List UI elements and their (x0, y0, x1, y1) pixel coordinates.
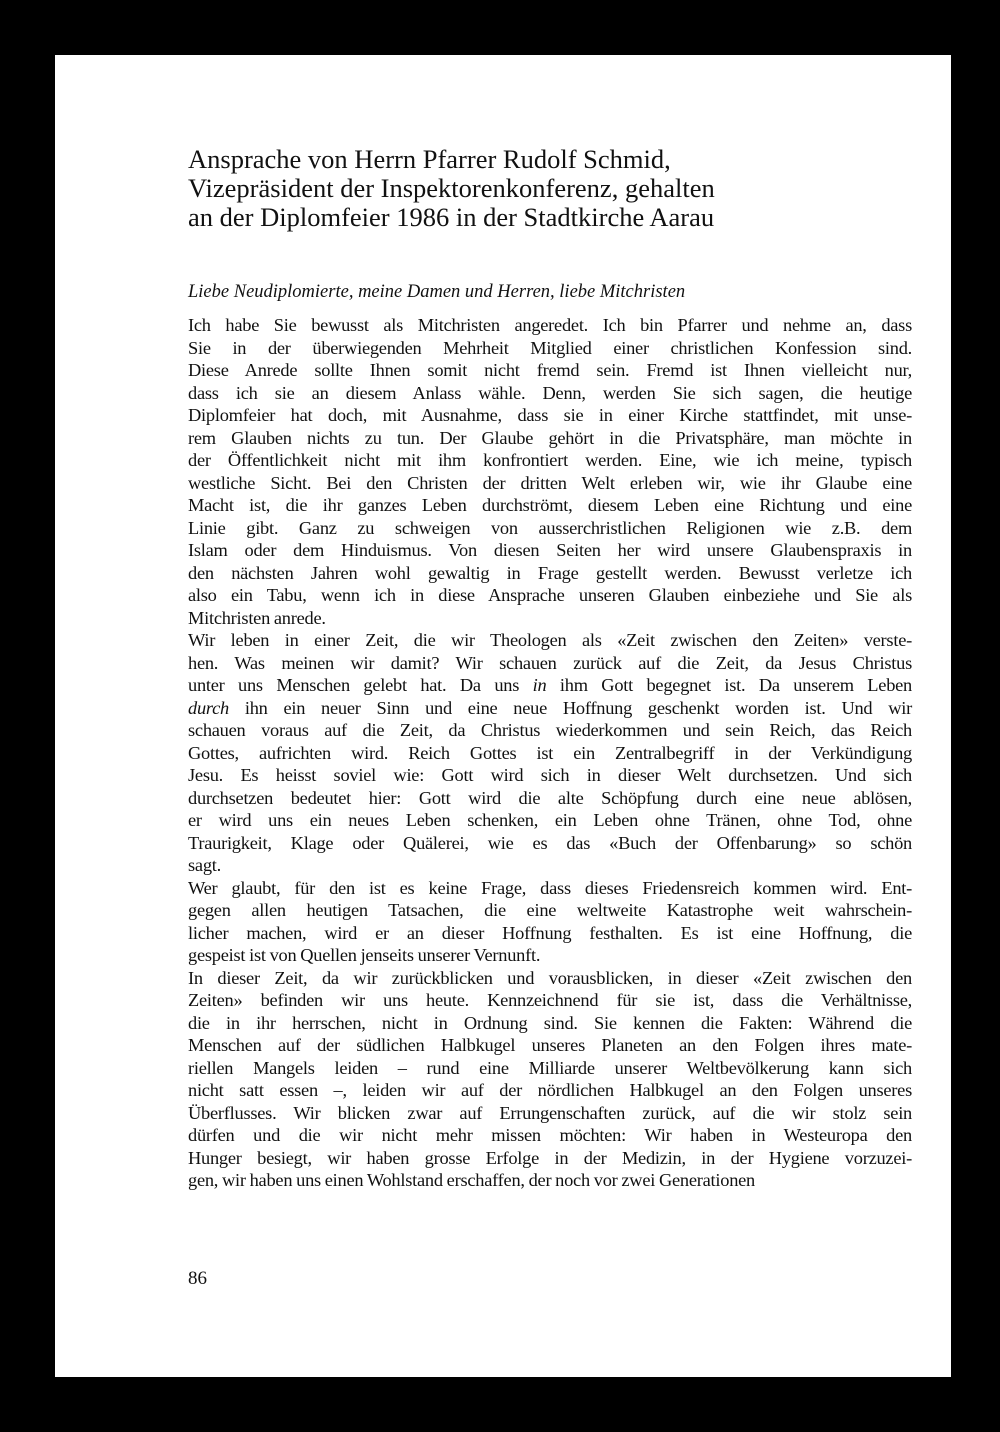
text-line: also ein Tabu, wenn ich in diese Ansprache unseren Glauben einbeziehe und Sie als (188, 585, 912, 605)
text-line: er wird uns ein neues Leben schenken, ein Leben ohne Tränen, ohne Tod, ohne (188, 810, 912, 830)
title-line: Ansprache von Herrn Pfarrer Rudolf Schmid, (188, 144, 671, 174)
text-line: den nächsten Jahren wohl gewaltig in Frage gestellt werden. Bewusst verletze ich (188, 562, 912, 583)
text-line: nicht satt essen –, leiden wir auf der nördlichen Halbkugel an den Folgen unseres (188, 1080, 912, 1100)
italic-emphasis: durch (188, 697, 229, 718)
text-line: Islam oder dem Hinduismus. Von diesen Seiten her wird unsere Glaubenspraxis in (188, 540, 912, 560)
text-line: sagt. (188, 855, 221, 875)
text-line: In dieser Zeit, da wir zurückblicken und vorausblicken, in dieser «Zeit zwischen den (188, 967, 912, 988)
text-line: Wir leben in einer Zeit, die wir Theologen als «Zeit zwischen den Zeiten» verste- (188, 630, 912, 650)
text-line: licher machen, wird er an dieser Hoffnung festhalten. Es ist eine Hoffnung, die (188, 922, 912, 943)
text-line: Menschen auf der südlichen Halbkugel unseres Planeten an den Folgen ihres mate- (188, 1035, 912, 1055)
text-line: dürfen und die wir nicht mehr missen möchten: Wir haben in Westeuropa den (188, 1125, 912, 1145)
text-line: Diplomfeier hat doch, mit Ausnahme, dass sie in einer Kirche stattfindet, mit unse- (188, 405, 912, 425)
text-line: Linie gibt. Ganz zu schweigen von ausserchristlichen Religionen wie z.B. dem (188, 517, 912, 538)
italic-emphasis: in (532, 675, 547, 695)
text-line: Gottes, aufrichten wird. Reich Gottes ist ein Zentralbegriff in der Verkündigung (188, 742, 912, 763)
page-number: 86 (188, 1268, 207, 1289)
text-line: hen. Was meinen wir damit? Wir schauen zurück auf die Zeit, da Jesus Christus (188, 652, 912, 673)
text-line (188, 697, 912, 720)
text-line: rem Glauben nichts zu tun. Der Glaube gehört in die Privatsphäre, man möchte in (188, 427, 912, 448)
text-line: schauen voraus auf die Zeit, da Christus wiederkommen und sein Reich, das Reich (188, 720, 912, 740)
text-line: die in ihr herrschen, nicht in Ordnung sind. Sie kennen die Fakten: Während die (188, 1012, 912, 1033)
text-line: Hunger besiegt, wir haben grosse Erfolge in der Medizin, in der Hygiene vorzuzei- (188, 1147, 912, 1168)
text-segment: ihm Gott begegnet ist. Da unserem Leben (546, 675, 912, 695)
text-line: Macht ist, die ihr ganzes Leben durchströmt, diesem Leben eine Richtung und eine (188, 495, 912, 515)
text-line: gen, wir haben uns einen Wohlstand erschaffen, der noch vor zwei Generationen (188, 1170, 755, 1190)
body-text (188, 314, 912, 1192)
title-line: an der Diplomfeier 1986 in der Stadtkirche Aarau (188, 202, 715, 232)
text-line: Wer glaubt, für den ist es keine Frage, dass dieses Friedensreich kommen wird. Ent- (188, 877, 912, 898)
text-line (188, 674, 912, 697)
text-line: gegen allen heutigen Tatsachen, die eine weltweite Katastrophe weit wahrschein- (188, 900, 912, 920)
text-line: gespeist ist von Quellen jenseits unserer Vernunft. (188, 945, 541, 965)
text-line: Sie in der überwiegenden Mehrheit Mitglied einer christlichen Konfession sind. (188, 337, 912, 358)
page-title (188, 145, 948, 232)
text-line: westliche Sicht. Bei den Christen der dritten Welt erleben wir, wie ihr Glaube eine (188, 472, 912, 493)
text-segment: ihn ein neuer Sinn und eine neue Hoffnung geschenkt worden ist. Und wir (228, 697, 912, 718)
text-line: Überflusses. Wir blicken zwar auf Errungenschaften zurück, auf die wir stolz sein (188, 1102, 912, 1123)
text-segment: unter uns Menschen gelebt hat. Da uns (188, 675, 533, 695)
salutation: Liebe Neudiplomierte, meine Damen und Herren, liebe Mitchristen (188, 282, 686, 302)
text-line: riellen Mangels leiden – rund eine Milliarde unserer Weltbevölkerung kann sich (188, 1057, 912, 1078)
text-line: durchsetzen bedeutet hier: Gott wird die alte Schöpfung durch eine neue ablösen, (188, 787, 912, 808)
text-line: dass ich sie an diesem Anlass wähle. Denn, werden Sie sich sagen, die heutige (188, 382, 912, 403)
document-page (55, 55, 951, 1377)
text-line: Traurigkeit, Klage oder Quälerei, wie es das «Buch der Offenbarung» so schön (188, 832, 912, 853)
text-line: Ich habe Sie bewusst als Mitchristen angeredet. Ich bin Pfarrer und nehme an, dass (188, 315, 912, 335)
title-line: Vizepräsident der Inspektorenkonferenz, gehalten (188, 173, 715, 203)
text-line: Zeiten» befinden wir uns heute. Kennzeichnend für sie ist, dass die Verhältnisse, (188, 990, 912, 1010)
text-line: Jesu. Es heisst soviel wie: Gott wird sich in dieser Welt durchsetzen. Und sich (188, 765, 912, 785)
text-line: Diese Anrede sollte Ihnen somit nicht fremd sein. Fremd ist Ihnen vielleicht nur, (188, 360, 912, 380)
text-line: der Öffentlichkeit nicht mit ihm konfrontiert werden. Eine, wie ich meine, typisch (188, 450, 912, 470)
text-line: Mitchristen anrede. (188, 607, 326, 628)
